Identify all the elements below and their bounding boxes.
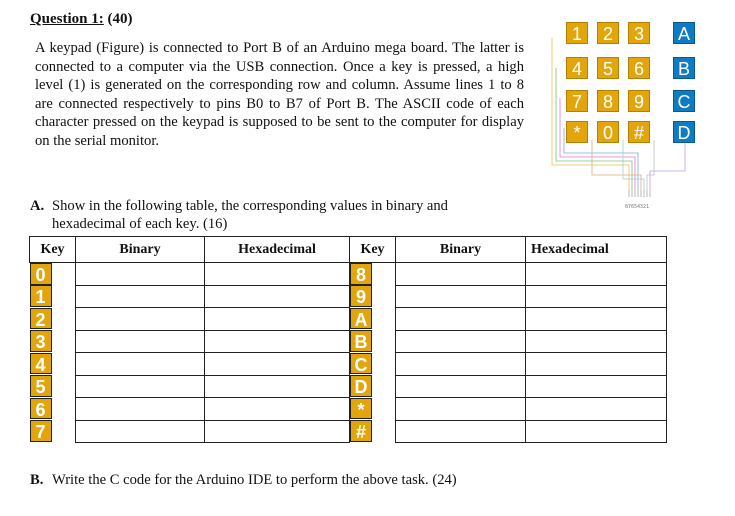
key-cell-left: 6 (30, 398, 52, 420)
binary-cell-left[interactable] (76, 398, 205, 421)
hex-cell-right[interactable] (526, 285, 667, 308)
keypad-key-d: D (673, 121, 695, 143)
table-row (30, 398, 667, 421)
table-row (30, 285, 667, 308)
question-title-points: (40) (103, 11, 133, 27)
hex-cell-left[interactable] (205, 420, 350, 443)
key-cell-right: # (350, 420, 372, 442)
key-cell-right: C (350, 353, 372, 375)
key-cell-left: 1 (30, 285, 52, 307)
hex-cell-right[interactable] (526, 330, 667, 353)
binary-cell-left[interactable] (76, 330, 205, 353)
key-cell-left: 2 (30, 308, 52, 330)
binary-cell-left[interactable] (76, 308, 205, 331)
binary-cell-right[interactable] (396, 353, 526, 376)
table-header-row (30, 237, 667, 263)
key-cell-left: 4 (30, 353, 52, 375)
hex-cell-left[interactable] (205, 398, 350, 421)
key-cell-right: 9 (350, 285, 372, 307)
table-row (30, 353, 667, 376)
keypad-figure (544, 15, 714, 210)
table-row (30, 330, 667, 353)
binary-cell-left[interactable] (76, 353, 205, 376)
key-cell-left: 5 (30, 375, 52, 397)
keypad-key-2: 2 (597, 22, 619, 44)
hex-cell-right[interactable] (526, 353, 667, 376)
keypad-key-star: * (566, 121, 588, 143)
hex-cell-left[interactable] (205, 330, 350, 353)
table-row (30, 420, 667, 443)
binary-cell-right[interactable] (396, 398, 526, 421)
header-binary-left: Binary (76, 237, 205, 263)
keypad-key-hash: # (628, 121, 650, 143)
answer-table (29, 236, 667, 443)
binary-cell-left[interactable] (76, 420, 205, 443)
part-b-label: B. (30, 472, 44, 488)
hex-cell-right[interactable] (526, 308, 667, 331)
keypad-key-0: 0 (597, 121, 619, 143)
binary-cell-left[interactable] (76, 285, 205, 308)
hex-cell-left[interactable] (205, 353, 350, 376)
question-title (30, 11, 133, 28)
keypad-key-4: 4 (566, 57, 588, 79)
part-a (30, 197, 500, 233)
hex-cell-right[interactable] (526, 420, 667, 443)
hex-cell-left[interactable] (205, 308, 350, 331)
hex-cell-left[interactable] (205, 263, 350, 286)
table-row (30, 308, 667, 331)
keypad-pin-label: 87654321 (625, 204, 650, 210)
keypad-key-3: 3 (628, 22, 650, 44)
key-cell-right: D (350, 375, 372, 397)
hex-cell-right[interactable] (526, 375, 667, 398)
key-cell-left: 0 (30, 263, 52, 285)
header-key-left: Key (30, 237, 76, 263)
keypad-key-5: 5 (597, 57, 619, 79)
hex-cell-left[interactable] (205, 375, 350, 398)
hex-cell-right[interactable] (526, 263, 667, 286)
key-cell-right: 8 (350, 263, 372, 285)
keypad-key-a: A (673, 22, 695, 44)
binary-cell-right[interactable] (396, 330, 526, 353)
part-b-text: Write the C code for the Arduino IDE to perform the above task. (24) (52, 472, 457, 488)
question-title-prefix: Question 1: (30, 11, 104, 27)
keypad-key-c: C (673, 90, 695, 112)
binary-cell-right[interactable] (396, 420, 526, 443)
table-row (30, 263, 667, 286)
hex-cell-right[interactable] (526, 398, 667, 421)
keypad-key-6: 6 (628, 57, 650, 79)
key-cell-right: * (350, 398, 372, 420)
binary-cell-right[interactable] (396, 375, 526, 398)
binary-cell-left[interactable] (76, 263, 205, 286)
key-cell-right: A (350, 308, 372, 330)
keypad-key-b: B (673, 57, 695, 79)
keypad-key-9: 9 (628, 90, 650, 112)
key-cell-left: 7 (30, 420, 52, 442)
header-binary-right: Binary (396, 237, 526, 263)
header-key-right: Key (350, 237, 396, 263)
part-a-label: A. (30, 198, 45, 214)
keypad-key-1: 1 (566, 22, 588, 44)
header-hex-left: Hexadecimal (205, 237, 350, 263)
question-body: A keypad (Figure) is connected to Port B of an Arduino mega board. The latter is connected to a computer via the USB connection. Once a key is pressed, a high level (1) is generated on the corresponding row and column. Assume lines 1 to 8 are connected respectively to pins B0 to B7 of Port B. The ASCII code of each character pressed on the keypad is supposed to be sent to the computer for display on the serial monitor. (35, 40, 524, 149)
binary-cell-right[interactable] (396, 285, 526, 308)
keypad-key-7: 7 (566, 90, 588, 112)
key-cell-right: B (350, 330, 372, 352)
table-row (30, 375, 667, 398)
part-a-text-line1: Show in the following table, the corresponding values in binary and (52, 198, 448, 214)
hex-cell-left[interactable] (205, 285, 350, 308)
binary-cell-left[interactable] (76, 375, 205, 398)
part-b (30, 472, 457, 489)
header-hex-right: Hexadecimal (526, 237, 667, 263)
binary-cell-right[interactable] (396, 263, 526, 286)
keypad-key-8: 8 (597, 90, 619, 112)
binary-cell-right[interactable] (396, 308, 526, 331)
key-cell-left: 3 (30, 330, 52, 352)
part-a-text-line2: hexadecimal of each key. (16) (52, 216, 228, 232)
